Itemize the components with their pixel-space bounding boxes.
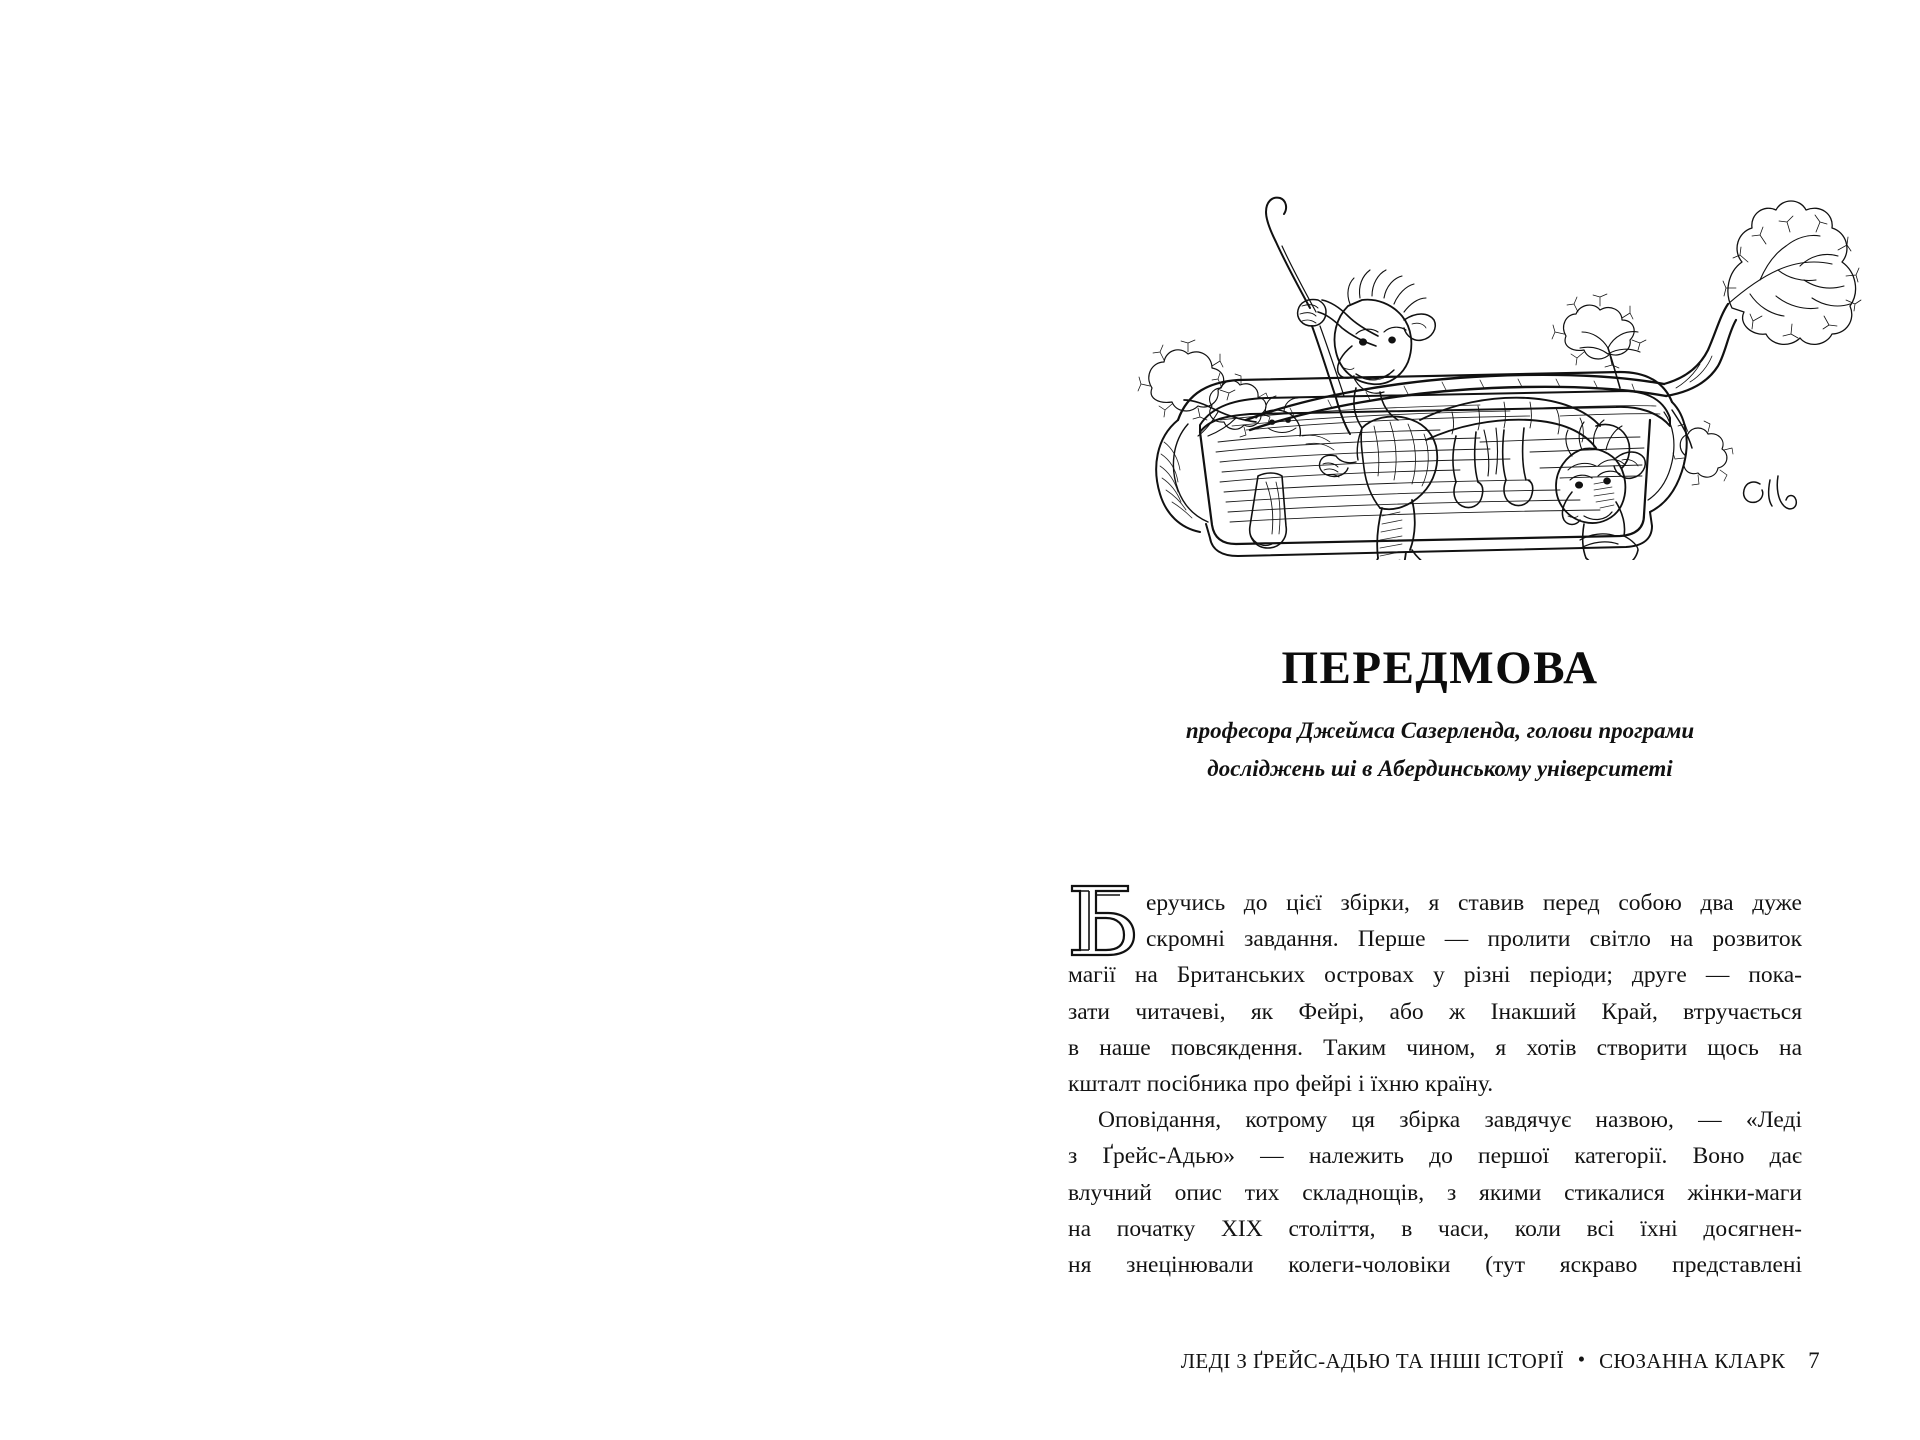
chapter-subtitle-line-1: професора Джеймса Сазерленда, голови програми bbox=[1185, 718, 1695, 743]
chapter-subtitle-line-2: досліджень ші в Абердинському університеті bbox=[1207, 756, 1673, 781]
footer-author: СЮЗАННА КЛАРК bbox=[1599, 1349, 1786, 1373]
body-line: магії на Британських островах у різні періоди; друге — пока- bbox=[1068, 962, 1802, 989]
body-line: кшталт посібника про фейрі і їхню країну. bbox=[1068, 1070, 1494, 1097]
page-title: ПЕРЕДМОВА bbox=[1281, 642, 1599, 694]
footer-book-title: ЛЕДІ З ҐРЕЙС-АДЬЮ ТА ІНШІ ІСТОРІЇ bbox=[1180, 1349, 1565, 1373]
page-number: 7 bbox=[1808, 1348, 1820, 1373]
paragraph-1 bbox=[1068, 885, 1802, 1102]
running-footer bbox=[1060, 1348, 1820, 1374]
body-line: з Ґрейс-Адью» — належить до першої категорії. Воно дає bbox=[1068, 1143, 1802, 1170]
paragraph-2 bbox=[1068, 1102, 1802, 1283]
body-line: скромні завдання. Перше — пролити світло на розвиток bbox=[1146, 926, 1802, 953]
body-line: в наше повсякдення. Таким чином, я хотів створити щось на bbox=[1068, 1034, 1802, 1061]
body-line: влучний опис тих складнощів, з якими стикалися жінки-маги bbox=[1068, 1179, 1802, 1206]
chapter-illustration bbox=[1060, 120, 1880, 560]
body-line: еручись до цієї збірки, я ставив перед собою два дуже bbox=[1146, 890, 1802, 916]
body-line: на початку XIX століття, в часи, коли всі їхні досягнен- bbox=[1068, 1215, 1802, 1242]
body-text bbox=[1068, 885, 1802, 1283]
chapter-subtitle bbox=[1060, 712, 1820, 788]
body-line: ня знецінювали колеги-чоловіки (тут яскраво представлені bbox=[1068, 1251, 1802, 1278]
recto-page bbox=[960, 0, 1920, 1440]
body-line: Оповідання, котрому ця збірка завдячує назвою, — «Леді bbox=[1098, 1107, 1802, 1134]
body-line: зати читачеві, як Фейрі, або ж Інакший Край, втручається bbox=[1068, 998, 1802, 1025]
footer-separator-dot: • bbox=[1577, 1347, 1586, 1371]
